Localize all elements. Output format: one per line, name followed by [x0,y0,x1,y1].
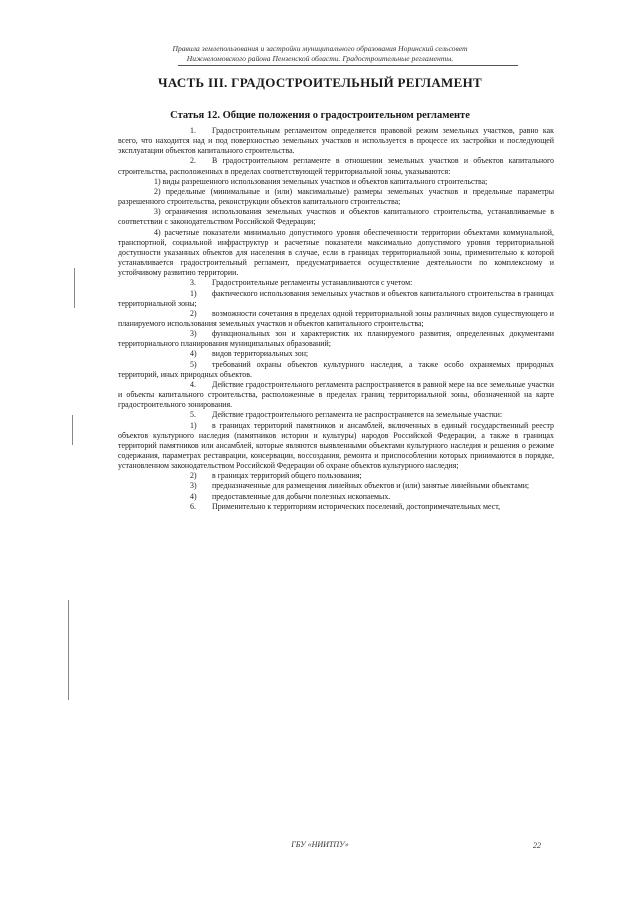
paragraph: 4. Действие градостроительного регламента распространяется в равной мере на все земельные участки и объекты капитального строительства, расположенные в пределах границ территориальной зоны, обозначенной на карте градостроительного зонирования. [118,379,554,410]
paragraph: 1. Градостроительным регламентом определяется правовой режим земельных участков, равно как всего, что находится над и под поверхностью земельных участков и используется в процессе их застройки и последующей эксплуатации объектов капитального строительства. [118,126,554,156]
list-item: 2) возможности сочетания в пределах одной территориальной зоны различных видов существующего и планируемого использования земельных участков и объектов капитального строительства; [118,308,554,328]
article-body [118,126,554,512]
header-line-2: Нижнеломовского района Пензенской области. Градостроительные регламенты. [186,54,454,63]
list-item: 3) ограничения использования земельных участков и объектов капитального строительства, устанавливаемые в соответствии с законодательством Российской Федерации; [118,207,554,227]
list-item: 4) предоставленные для добычи полезных ископаемых. [190,491,391,501]
article-title: Статья 12. Общие положения о градостроительном регламенте [170,110,470,121]
list-item: 1) виды разрешенного использования земельных участков и объектов капитального строительства; [154,176,488,186]
list-item: 2) в границах территорий общего пользования; [190,471,362,481]
header-rule [178,65,518,66]
list-item: 3) предназначенные для размещения линейных объектов и (или) занятые линейными объектами; [190,481,530,491]
list-item: 1) в границах территорий памятников и ансамблей, включенных в единый государственный реестр объектов культурного наследия (памятников истории и культуры) народов Российской Федерации, а также в границах территорий памятников или ансамблей, которые являются выявленными объектами культурного наследия и решения о режиме содержания, параметрах реставрации, консервации, воссоздания, ремонта и приспособлении которых принимаются в порядке, установленном законодательством Российской Федерации об охране объектов культурного наследия; [118,420,554,471]
paragraph: 2. В градостроительном регламенте в отношении земельных участков и объектов капитального строительства, расположенных в пределах соответствующей территориальной зоны, указываются: [118,156,554,176]
scan-margin-mark [72,415,73,445]
list-item: 1) фактического использования земельных участков и объектов капитального строительства в границах территориальной зоны; [118,288,554,308]
paragraph: 6. Применительно к территориям исторических поселений, достопримечательных мест, [190,501,501,511]
page-number: 22 [533,841,541,850]
list-item: 2) предельные (минимальные и (или) максимальные) размеры земельных участков и предельные параметры разрешенного строительства, реконструкции объектов капитального строительства; [118,186,554,207]
list-item: 4) расчетные показатели минимально допустимого уровня обеспеченности территории объектами коммунальной, транспортной, социальной инфраструктур и расчетные показатели максимально допустимого уровня территориальной доступности указанных объектов для населения в случае, если в границах территориальной зоны, применительно к которой устанавливается градостроительный регламент, предусматривается осуществление деятельности по комплексному и устойчивому развитию территории. [118,227,554,278]
scan-margin-mark [68,600,69,700]
part-title: ЧАСТЬ III. ГРАДОСТРОИТЕЛЬНЫЙ РЕГЛАМЕНТ [158,75,482,90]
running-header [0,44,640,64]
list-item: 5) требований охраны объектов культурного наследия, а также особо охраняемых природных территорий, иных природных объектов. [118,359,554,379]
paragraph: 3. Градостроительные регламенты устанавливаются с учетом: [190,278,413,288]
scan-margin-mark [74,268,75,308]
header-line-1: Правила землепользования и застройки муниципального образования Норинский сельсовет [172,44,468,53]
footer-organization: ГБУ «НИИТПУ» [291,840,349,849]
list-item: 3) функциональных зон и характеристик их планируемого развития, определенных документами территориального планирования муниципальных образований; [118,329,554,349]
paragraph: 5. Действие градостроительного регламента не распространяется на земельные участки: [190,410,503,420]
list-item: 4) видов территориальных зон; [190,349,309,359]
